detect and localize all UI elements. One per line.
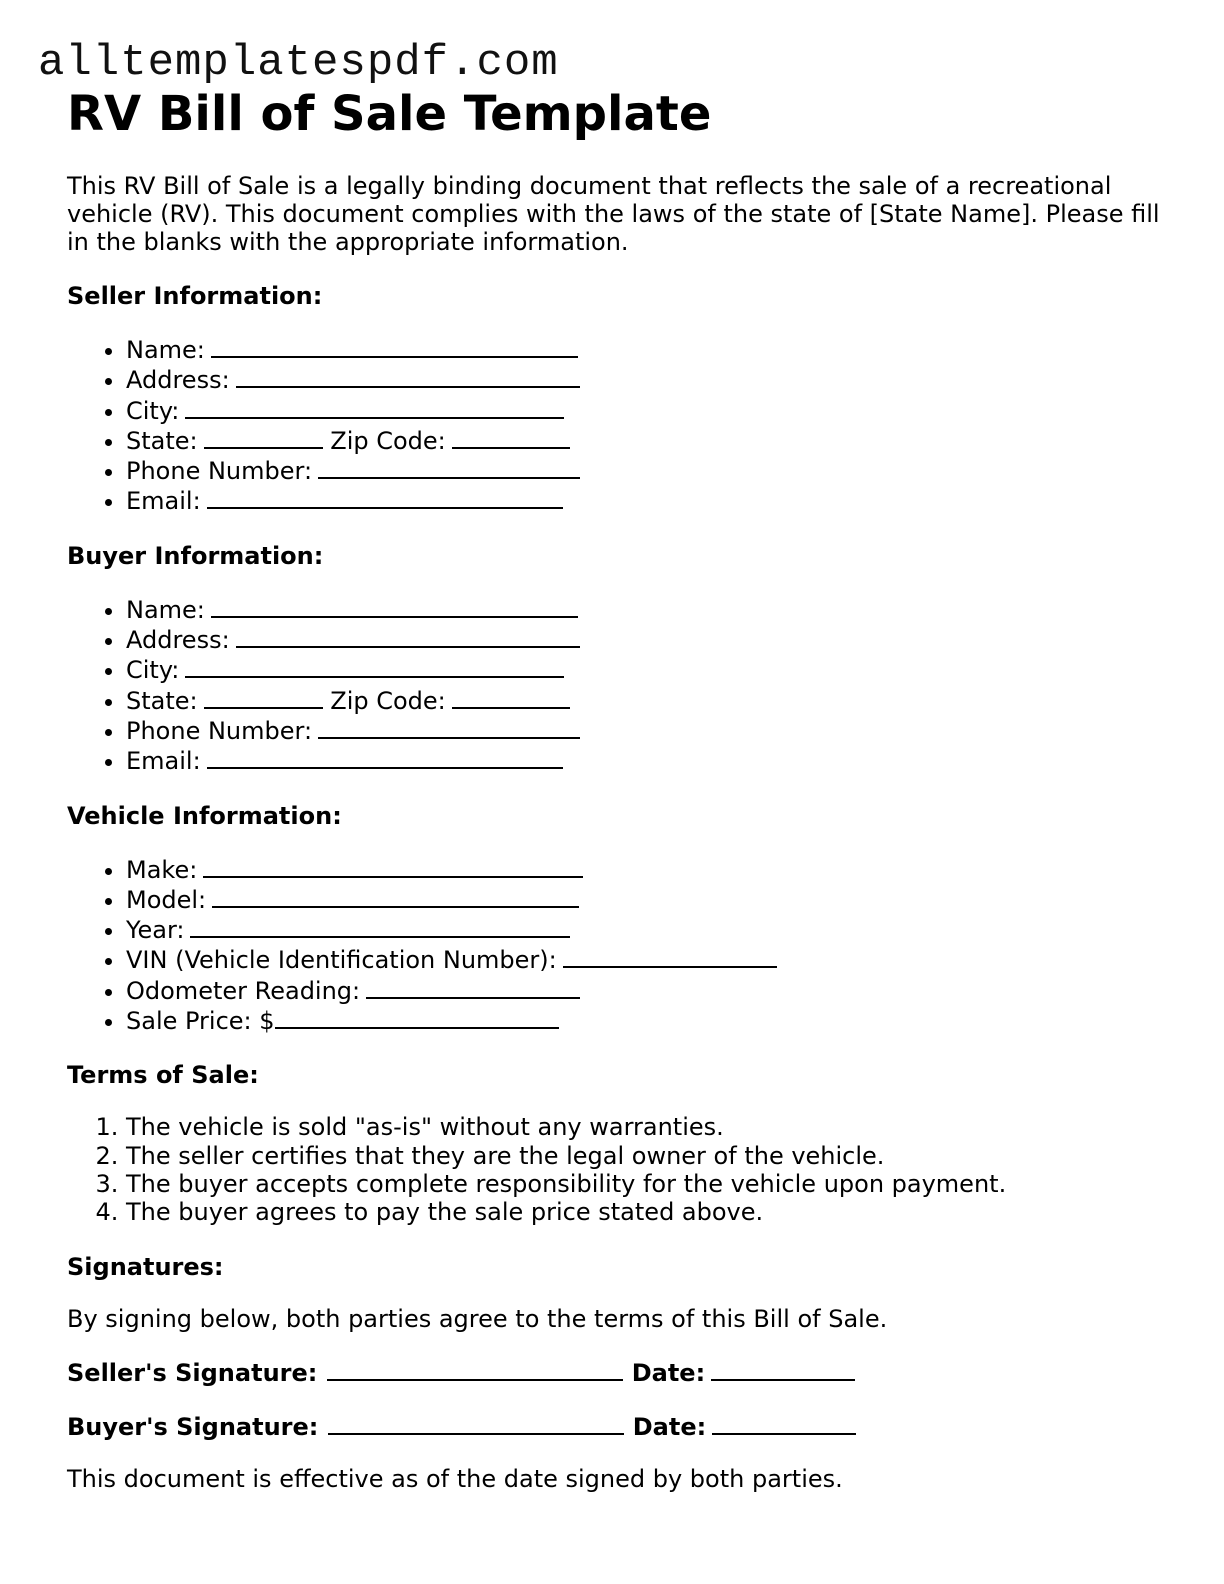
list-item: 2. The seller certifies that they are the legal owner of the vehicle. <box>126 1142 1167 1170</box>
seller-address-blank[interactable] <box>236 364 580 388</box>
buyer-address-label: Address: <box>126 626 230 655</box>
vehicle-list <box>67 854 1167 1036</box>
list-item <box>126 485 1167 515</box>
seller-zip-blank[interactable] <box>452 425 570 449</box>
list-item <box>126 944 1167 974</box>
vehicle-model-label: Model: <box>126 885 207 914</box>
watermark: alltemplatespdf.com <box>38 38 559 88</box>
vehicle-model-blank[interactable] <box>212 884 579 908</box>
seller-city-label: City: <box>126 396 180 425</box>
seller-signature-row <box>67 1357 1167 1387</box>
list-item <box>126 624 1167 654</box>
buyer-city-blank[interactable] <box>185 654 564 678</box>
vehicle-year-blank[interactable] <box>190 914 570 938</box>
seller-email-blank[interactable] <box>207 485 563 509</box>
vehicle-vin-label: VIN (Vehicle Identification Number): <box>126 946 557 975</box>
seller-heading: Seller Information: <box>67 282 323 310</box>
list-item <box>126 594 1167 624</box>
list-item <box>126 425 1167 455</box>
document-page <box>67 84 1167 1493</box>
list-item <box>126 364 1167 394</box>
list-item: 1. The vehicle is sold "as-is" without any warranties. <box>126 1113 1167 1141</box>
terms-list <box>67 1113 1167 1226</box>
seller-zip-label: Zip Code: <box>330 426 446 455</box>
buyer-state-label: State: <box>126 686 198 715</box>
seller-date-blank[interactable] <box>711 1357 855 1381</box>
seller-email-label: Email: <box>126 487 201 516</box>
buyer-date-blank[interactable] <box>712 1411 856 1435</box>
vehicle-vin-blank[interactable] <box>563 944 777 968</box>
buyer-email-label: Email: <box>126 747 201 776</box>
list-item: 4. The buyer agrees to pay the sale price stated above. <box>126 1198 1167 1226</box>
buyer-signature-label: Buyer's Signature: <box>67 1412 319 1441</box>
buyer-name-label: Name: <box>126 595 205 624</box>
vehicle-year-label: Year: <box>126 916 185 945</box>
buyer-signature-blank[interactable] <box>328 1411 624 1435</box>
buyer-email-blank[interactable] <box>207 745 563 769</box>
seller-address-label: Address: <box>126 366 230 395</box>
buyer-signature-row <box>67 1411 1167 1441</box>
list-item <box>126 715 1167 745</box>
buyer-zip-blank[interactable] <box>452 685 570 709</box>
seller-name-blank[interactable] <box>211 334 578 358</box>
list-item: 3. The buyer accepts complete responsibility for the vehicle upon payment. <box>126 1170 1167 1198</box>
list-item <box>126 334 1167 364</box>
buyer-address-blank[interactable] <box>236 624 580 648</box>
buyer-state-blank[interactable] <box>204 685 323 709</box>
list-item <box>126 685 1167 715</box>
seller-signature-label: Seller's Signature: <box>67 1358 318 1387</box>
buyer-name-blank[interactable] <box>211 594 578 618</box>
list-item <box>126 654 1167 684</box>
document-title: RV Bill of Sale Template <box>67 86 712 142</box>
list-item <box>126 884 1167 914</box>
seller-phone-blank[interactable] <box>318 455 580 479</box>
list-item <box>126 1005 1167 1035</box>
buyer-phone-label: Phone Number: <box>126 716 313 745</box>
vehicle-make-label: Make: <box>126 855 198 884</box>
seller-city-blank[interactable] <box>185 395 564 419</box>
terms-heading: Terms of Sale: <box>67 1061 259 1090</box>
list-item <box>126 914 1167 944</box>
buyer-list <box>67 594 1167 776</box>
footer-note: This document is effective as of the date signed by both parties. <box>67 1464 843 1493</box>
seller-date-label: Date: <box>631 1358 706 1387</box>
list-item <box>126 975 1167 1005</box>
buyer-heading: Buyer Information: <box>67 541 324 570</box>
intro-paragraph: This RV Bill of Sale is a legally binding document that reflects the sale of a recreational vehicle (RV). This document complies with the laws of the state of [State Name]. Please fill in the blanks with the appropriate information. <box>67 172 1160 256</box>
list-item <box>126 395 1167 425</box>
signatures-heading: Signatures: <box>67 1252 224 1281</box>
seller-list <box>67 334 1167 516</box>
vehicle-price-label: Sale Price: $ <box>126 1007 275 1036</box>
buyer-zip-label: Zip Code: <box>330 686 446 715</box>
seller-state-blank[interactable] <box>204 425 323 449</box>
seller-state-label: State: <box>126 426 198 455</box>
vehicle-heading: Vehicle Information: <box>67 801 342 830</box>
vehicle-make-blank[interactable] <box>203 854 583 878</box>
buyer-date-label: Date: <box>632 1412 707 1441</box>
list-item <box>126 854 1167 884</box>
buyer-phone-blank[interactable] <box>318 715 580 739</box>
seller-signature-blank[interactable] <box>327 1357 623 1381</box>
signatures-statement: By signing below, both parties agree to the terms of this Bill of Sale. <box>67 1304 888 1333</box>
vehicle-odometer-label: Odometer Reading: <box>126 976 361 1005</box>
list-item <box>126 745 1167 775</box>
list-item <box>126 455 1167 485</box>
seller-name-label: Name: <box>126 336 205 364</box>
buyer-city-label: City: <box>126 656 180 685</box>
vehicle-price-blank[interactable] <box>275 1005 559 1029</box>
vehicle-odometer-blank[interactable] <box>366 975 580 999</box>
seller-phone-label: Phone Number: <box>126 457 313 486</box>
